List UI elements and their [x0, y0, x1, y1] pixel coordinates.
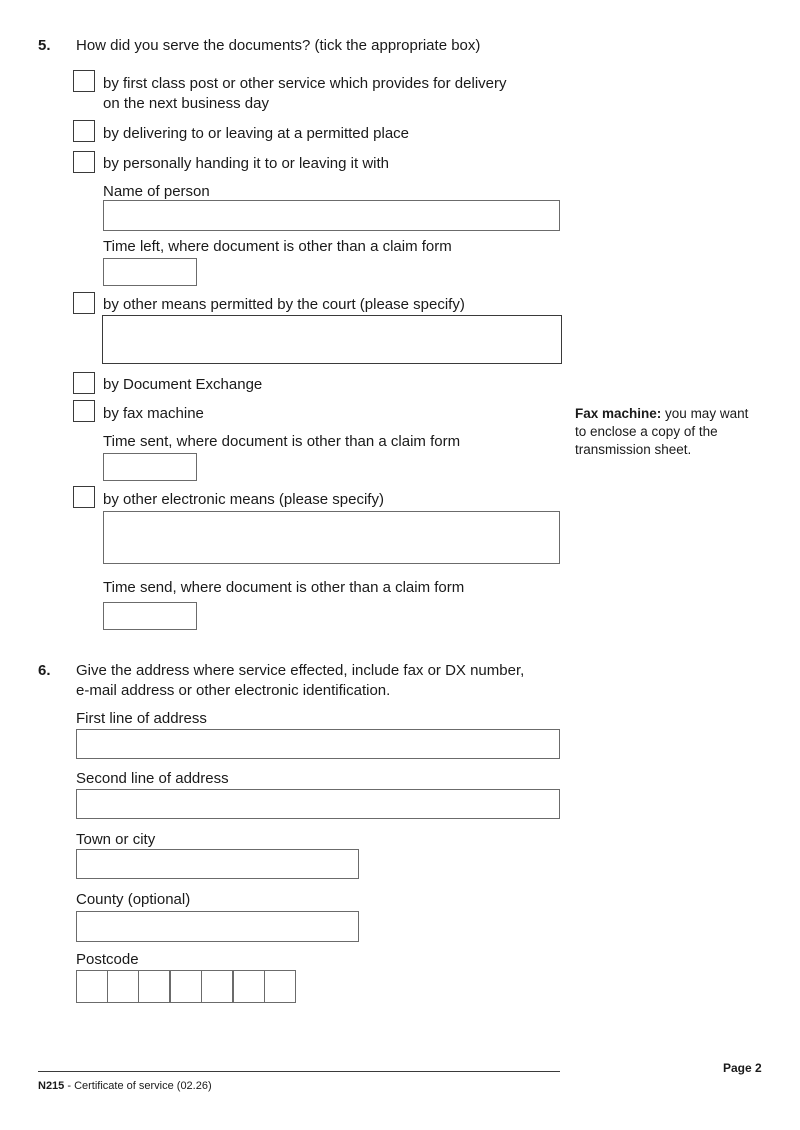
- town-label: Town or city: [76, 831, 156, 848]
- electronic-means-checkbox[interactable]: [73, 486, 95, 508]
- name-of-person-label: Name of person: [103, 183, 210, 200]
- time-sent-input[interactable]: [103, 453, 197, 481]
- second-line-address-input[interactable]: [76, 789, 560, 819]
- other-means-checkbox[interactable]: [73, 292, 95, 314]
- document-exchange-label: by Document Exchange: [103, 376, 263, 393]
- postcode-cell[interactable]: [264, 970, 296, 1003]
- form-title: - Certificate of service (02.26): [67, 1080, 212, 1092]
- section-5-number: 5.: [38, 37, 51, 54]
- postcode-cell[interactable]: [170, 970, 202, 1003]
- fax-machine-label: by fax machine: [103, 405, 204, 422]
- other-means-label: by other means permitted by the court (please specify): [103, 296, 465, 313]
- section-6-question-line2: e-mail address or other electronic identification.: [76, 682, 391, 699]
- footer-form-info: [38, 1079, 212, 1093]
- first-class-post-checkbox[interactable]: [73, 70, 95, 92]
- name-of-person-input[interactable]: [103, 200, 560, 231]
- section-6-number: 6.: [38, 662, 51, 679]
- postcode-input[interactable]: [76, 970, 295, 1003]
- footer-divider: [38, 1071, 560, 1072]
- time-sent-label: Time sent, where document is other than a claim form: [103, 433, 461, 450]
- second-line-address-label: Second line of address: [76, 770, 229, 787]
- time-send-input[interactable]: [103, 602, 197, 630]
- fax-machine-note: [575, 405, 785, 459]
- time-left-input[interactable]: [103, 258, 197, 286]
- form-code: N215: [38, 1080, 65, 1092]
- county-input[interactable]: [76, 911, 359, 942]
- electronic-means-input[interactable]: [103, 511, 560, 564]
- document-exchange-checkbox[interactable]: [73, 372, 95, 394]
- first-class-post-label-line2: on the next business day: [103, 95, 269, 112]
- postcode-cell[interactable]: [233, 970, 265, 1003]
- permitted-place-checkbox[interactable]: [73, 120, 95, 142]
- county-label: County (optional): [76, 891, 191, 908]
- fax-note-line1: you may want: [665, 406, 749, 421]
- fax-note-line3: transmission sheet.: [575, 442, 692, 457]
- first-class-post-label-line1: by first class post or other service which provides for delivery: [103, 75, 507, 92]
- personally-handing-label: by personally handing it to or leaving it with: [103, 155, 389, 172]
- other-means-input[interactable]: [102, 315, 562, 364]
- permitted-place-label: by delivering to or leaving at a permitted place: [103, 125, 410, 142]
- page-number: Page 2: [723, 1061, 762, 1075]
- postcode-cell[interactable]: [76, 970, 108, 1003]
- section-5-question: How did you serve the documents? (tick the appropriate box): [76, 37, 481, 54]
- electronic-means-label: by other electronic means (please specify): [103, 491, 384, 508]
- postcode-cell[interactable]: [138, 970, 170, 1003]
- postcode-cell[interactable]: [201, 970, 233, 1003]
- town-input[interactable]: [76, 849, 359, 879]
- fax-note-line2: to enclose a copy of the: [575, 424, 718, 439]
- personally-handing-checkbox[interactable]: [73, 151, 95, 173]
- fax-machine-checkbox[interactable]: [73, 400, 95, 422]
- postcode-label: Postcode: [76, 951, 139, 968]
- section-6-question-line1: Give the address where service effected, include fax or DX number,: [76, 662, 525, 679]
- first-line-address-label: First line of address: [76, 710, 207, 727]
- time-left-label: Time left, where document is other than a claim form: [103, 238, 452, 255]
- fax-note-bold: Fax machine:: [575, 406, 662, 421]
- first-line-address-input[interactable]: [76, 729, 560, 759]
- time-send-label: Time send, where document is other than a claim form: [103, 579, 465, 596]
- postcode-cell[interactable]: [107, 970, 139, 1003]
